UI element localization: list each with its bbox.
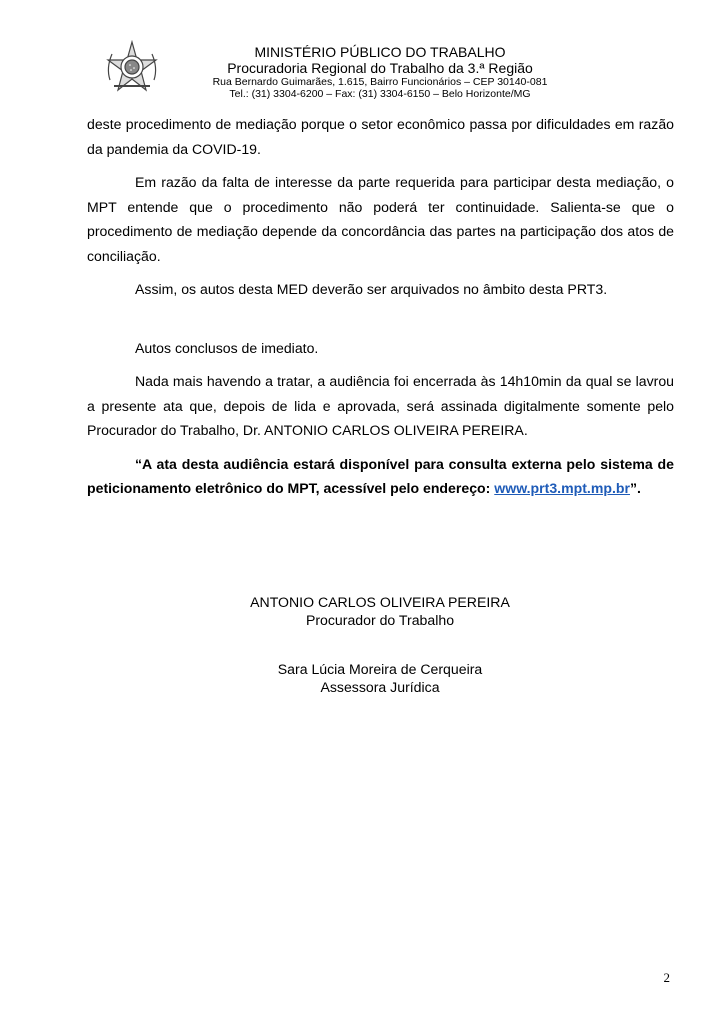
signatory-name: ANTONIO CARLOS OLIVEIRA PEREIRA bbox=[250, 594, 510, 610]
notice-end: ”. bbox=[630, 480, 641, 496]
paragraph-4: Autos conclusos de imediato. bbox=[135, 339, 319, 356]
contact-line: Tel.: (31) 3304-6200 – Fax: (31) 3304-6150 – Belo Horizonte/MG bbox=[229, 88, 531, 101]
document-body bbox=[87, 112, 674, 501]
signature-block-prosecutor bbox=[180, 593, 580, 629]
institution-name: MINISTÉRIO PÚBLICO DO TRABALHO bbox=[254, 44, 506, 60]
prt3-website-link[interactable]: www.prt3.mpt.mp.br bbox=[494, 480, 630, 496]
paragraph-2: Em razão da falta de interesse da parte requerida para participar desta mediação, o MPT entende que o procedimento não poderá ter continuidade. Salienta-se que o procedimento de mediação depende da concordância das partes na participação dos atos de conciliação. bbox=[87, 174, 674, 264]
signatory-role: Assessora Jurídica bbox=[320, 679, 440, 695]
regional-office: Procuradoria Regional do Trabalho da 3.ª Região bbox=[227, 60, 533, 77]
page-number: 2 bbox=[663, 970, 670, 985]
letterhead bbox=[200, 44, 560, 100]
address-line: Rua Bernardo Guimarães, 1.615, Bairro Funcionários – CEP 30140-081 bbox=[212, 76, 548, 89]
signatory-name: Sara Lúcia Moreira de Cerqueira bbox=[277, 661, 483, 677]
signatory-role: Procurador do Trabalho bbox=[305, 612, 455, 628]
paragraph-1: deste procedimento de mediação porque o setor econômico passa por dificuldades em razão da pandemia da COVID-19. bbox=[87, 116, 674, 157]
paragraph-5: Nada mais havendo a tratar, a audiência foi encerrada às 14h10min da qual se lavrou a presente ata que, depois de lida e aprovada, será assinada digitalmente somente pelo Procurador do Trabalho, Dr. ANTONIO CARLOS OLIVEIRA PEREIRA. bbox=[87, 373, 674, 438]
paragraph-3: Assim, os autos desta MED deverão ser arquivados no âmbito desta PRT3. bbox=[135, 281, 608, 297]
signature-block-advisor bbox=[180, 660, 580, 696]
coat-of-arms-icon bbox=[104, 40, 160, 96]
paragraph-6 bbox=[87, 452, 674, 501]
notice-text: “A ata desta audiência estará disponível para consulta externa pelo sistema de peticionamento eletrônico do MPT, acessível pelo endereço: bbox=[87, 455, 674, 496]
